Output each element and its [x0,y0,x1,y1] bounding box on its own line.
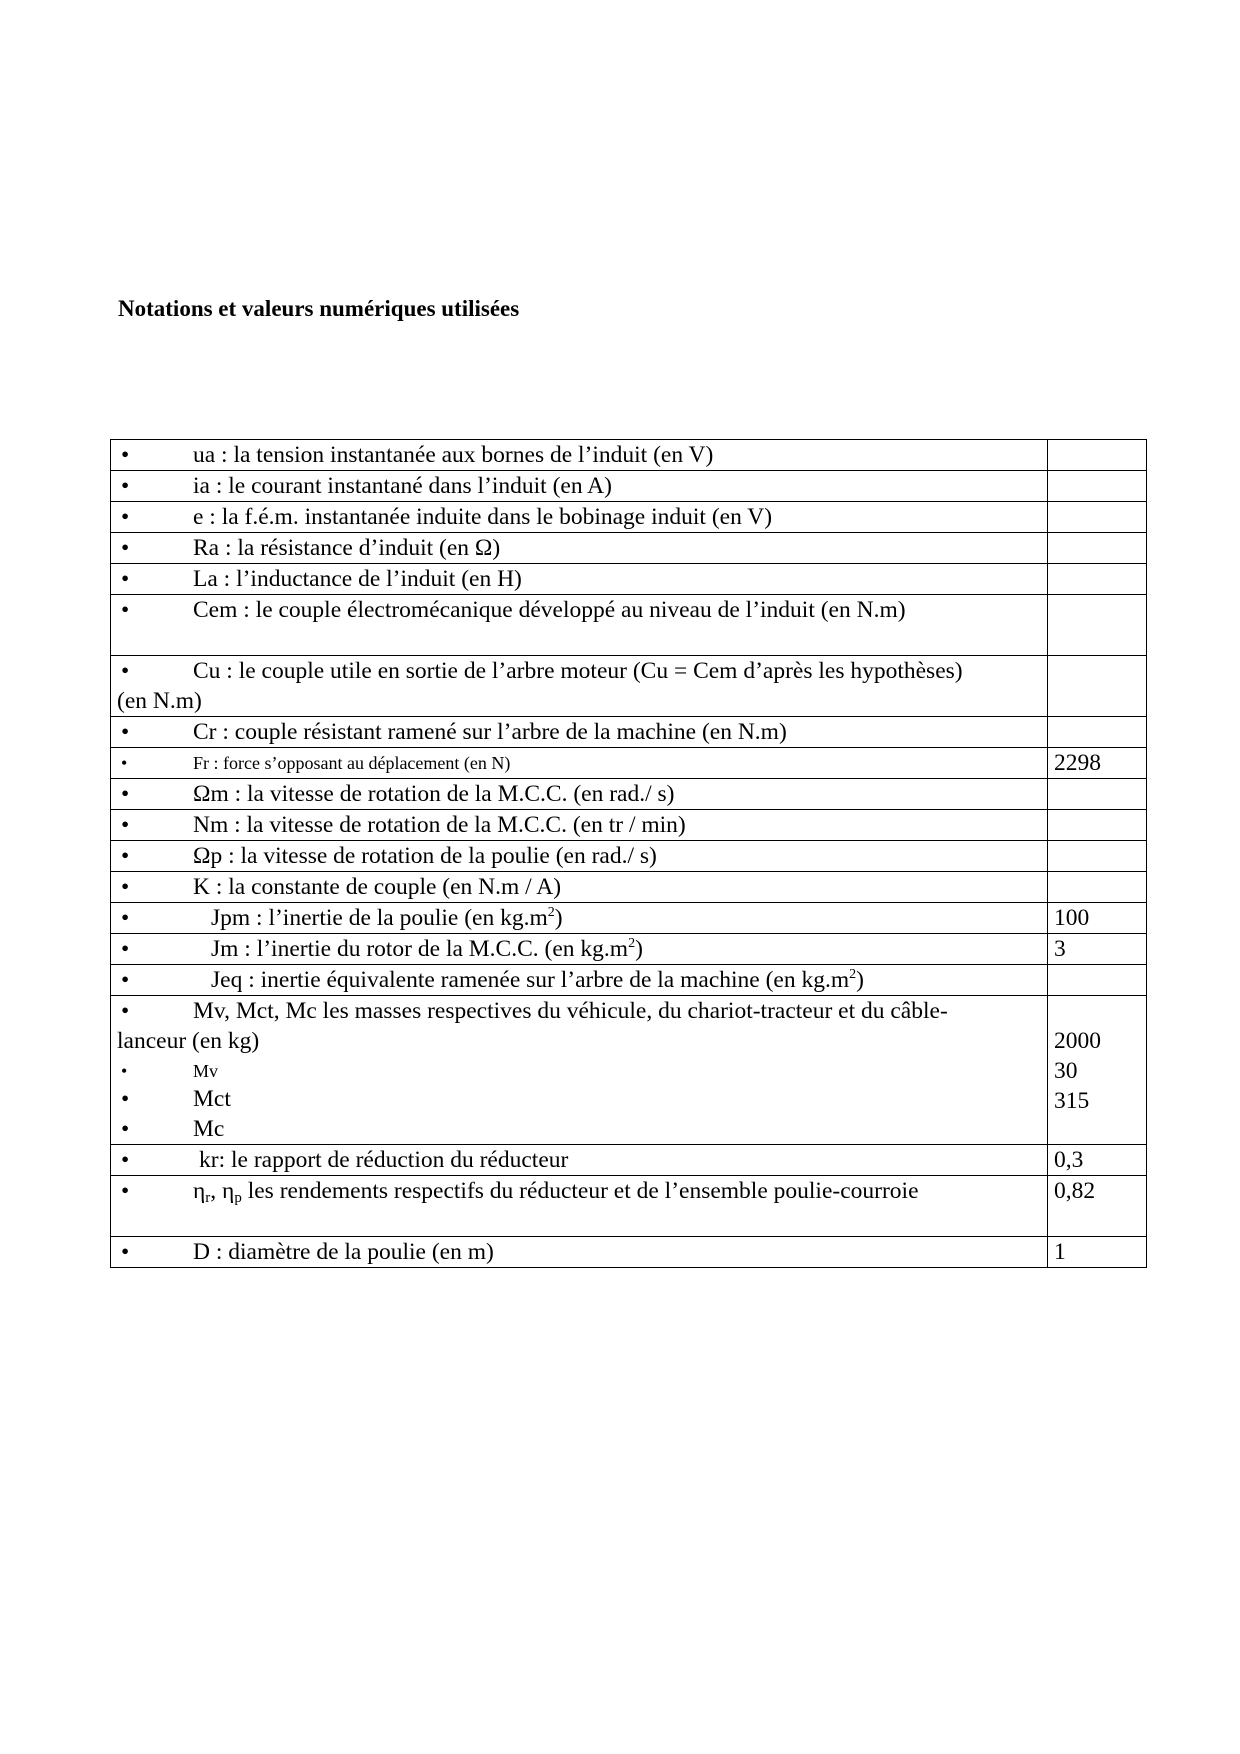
mass-label: Mc [193,1116,225,1142]
value-cell [1048,872,1147,903]
table-row [111,965,1147,996]
value-cell: 1 [1048,1237,1147,1268]
separator: , [210,1178,223,1204]
mass-value: 2000 [1054,1028,1101,1054]
notation-text: Fr : force s’opposant au déplacement (en N) [193,753,511,773]
bullet: • [121,566,130,592]
bullet: • [121,1061,128,1081]
notation-text: kr: le rapport de réduction du réducteur [199,1147,569,1173]
notation-text: Cu : le couple utile en sortie de l’arbre moteur (Cu = Cem d’après les hypothèses) [193,658,963,684]
notation-cell [111,564,1048,595]
notation-text: Jm : l’inertie du rotor de la M.C.C. (en kg.m [211,936,629,962]
notation-cell [111,471,1048,502]
notation-text: Ωp : la vitesse de rotation de la poulie (en rad./ s) [193,843,657,869]
value-cell [1048,564,1147,595]
bullet: • [121,658,130,684]
bullet: • [121,442,130,468]
superscript: 2 [547,905,555,920]
bullet: • [121,535,130,561]
notation-text: La : l’inductance de l’induit (en H) [193,566,522,592]
notation-text: Ωm : la vitesse de rotation de la M.C.C. (en rad./ s) [193,781,675,807]
table-row [111,841,1147,872]
notation-text: Jeq : inertie équivalente ramenée sur l’arbre de la machine (en kg.m [211,967,850,993]
table-row [111,934,1147,965]
notation-cell [111,996,1048,1145]
notation-text-end: ) [856,967,864,993]
bullet: • [121,473,130,499]
notation-text: Ra : la résistance d’induit (en Ω) [193,535,501,561]
notation-text: Mv, Mct, Mc les masses respectives du véhicule, du chariot-tracteur et du câble- [193,998,948,1024]
mass-label: Mct [193,1086,231,1112]
superscript: 2 [849,967,857,982]
notation-text: Cr : couple résistant ramené sur l’arbre de la machine (en N.m) [193,719,787,745]
notation-cell [111,841,1048,872]
table-row [111,533,1147,564]
notation-cell [111,656,1048,717]
table-row [111,717,1147,748]
value-cell: 0,82 [1048,1176,1147,1237]
value-cell [1048,595,1147,656]
bullet: • [121,905,130,931]
notation-text: ua : la tension instantanée aux bornes de l’induit (en V) [193,442,714,468]
table-row [111,996,1147,1145]
value-cell [1048,965,1147,996]
notation-table [110,439,1147,1268]
table-row [111,903,1147,934]
bullet: • [121,1116,130,1142]
bullet: • [121,843,130,869]
bullet: • [121,1086,130,1112]
notation-cell [111,965,1048,996]
notation-text-end: ) [635,936,643,962]
bullet: • [121,874,130,900]
bullet: • [121,936,130,962]
value-cell: 3 [1048,934,1147,965]
mass-label: Mv [193,1061,219,1081]
value-cell [1048,841,1147,872]
value-cell [1048,810,1147,841]
mass-value: 315 [1054,1088,1090,1114]
subscript: r [205,1190,211,1206]
notation-text-continued: lanceur (en kg) [117,1028,260,1054]
notation-cell [111,1176,1048,1237]
table-row [111,1176,1147,1237]
eta-symbol: η [222,1178,235,1204]
notation-cell [111,595,1048,656]
bullet: • [121,967,130,993]
notation-cell [111,1237,1048,1268]
notation-text: les rendements respectifs du réducteur et de l’ensemble poulie-courroie [241,1178,919,1204]
value-cell [1048,656,1147,717]
notation-cell [111,934,1048,965]
table-row [111,1145,1147,1176]
notation-cell [111,872,1048,903]
bullet: • [121,597,130,623]
value-cell [1048,717,1147,748]
notation-cell [111,748,1048,779]
notation-cell [111,440,1048,471]
table-row [111,595,1147,656]
notation-text: e : la f.é.m. instantanée induite dans le bobinage induit (en V) [193,504,773,530]
notation-cell [111,1145,1048,1176]
bullet: • [121,781,130,807]
table-row [111,872,1147,903]
table-row [111,748,1147,779]
value-cell: 0,3 [1048,1145,1147,1176]
notation-cell [111,810,1048,841]
subscript: p [234,1190,242,1206]
table-row [111,810,1147,841]
notation-text: Cem : le couple électromécanique développé au niveau de l’induit (en N.m) [193,597,906,623]
bullet: • [121,1178,130,1204]
notation-text: ia : le courant instantané dans l’induit (en A) [193,473,612,499]
value-cell: 100 [1048,903,1147,934]
notation-text: Nm : la vitesse de rotation de la M.C.C. (en tr / min) [193,812,686,838]
bullet: • [121,1239,130,1265]
bullet: • [121,719,130,745]
notation-text: D : diamètre de la poulie (en m) [193,1239,494,1265]
value-cell [1048,502,1147,533]
mass-value: 30 [1054,1058,1078,1084]
notation-cell [111,717,1048,748]
table-row [111,440,1147,471]
value-cell [1048,996,1147,1145]
value-cell: 2298 [1048,748,1147,779]
table-row [111,564,1147,595]
notation-cell [111,779,1048,810]
notation-cell [111,502,1048,533]
bullet: • [121,998,130,1024]
notation-text: Jpm : l’inertie de la poulie (en kg.m [211,905,548,931]
eta-symbol: η [193,1178,206,1204]
bullet: • [121,1147,130,1173]
value-cell [1048,779,1147,810]
bullet: • [121,504,130,530]
table-row [111,656,1147,717]
table-row [111,502,1147,533]
notation-text-continued: (en N.m) [117,688,202,714]
bullet: • [121,812,130,838]
notation-cell [111,533,1048,564]
notation-cell [111,903,1048,934]
notation-text: K : la constante de couple (en N.m / A) [193,874,562,900]
value-cell [1048,533,1147,564]
page-title: Notations et valeurs numériques utilisées [118,296,520,321]
value-cell [1048,471,1147,502]
superscript: 2 [628,936,636,951]
table-row [111,1237,1147,1268]
notation-text-end: ) [554,905,563,931]
value-cell [1048,440,1147,471]
table-row [111,779,1147,810]
bullet: • [121,753,128,773]
table-row [111,471,1147,502]
